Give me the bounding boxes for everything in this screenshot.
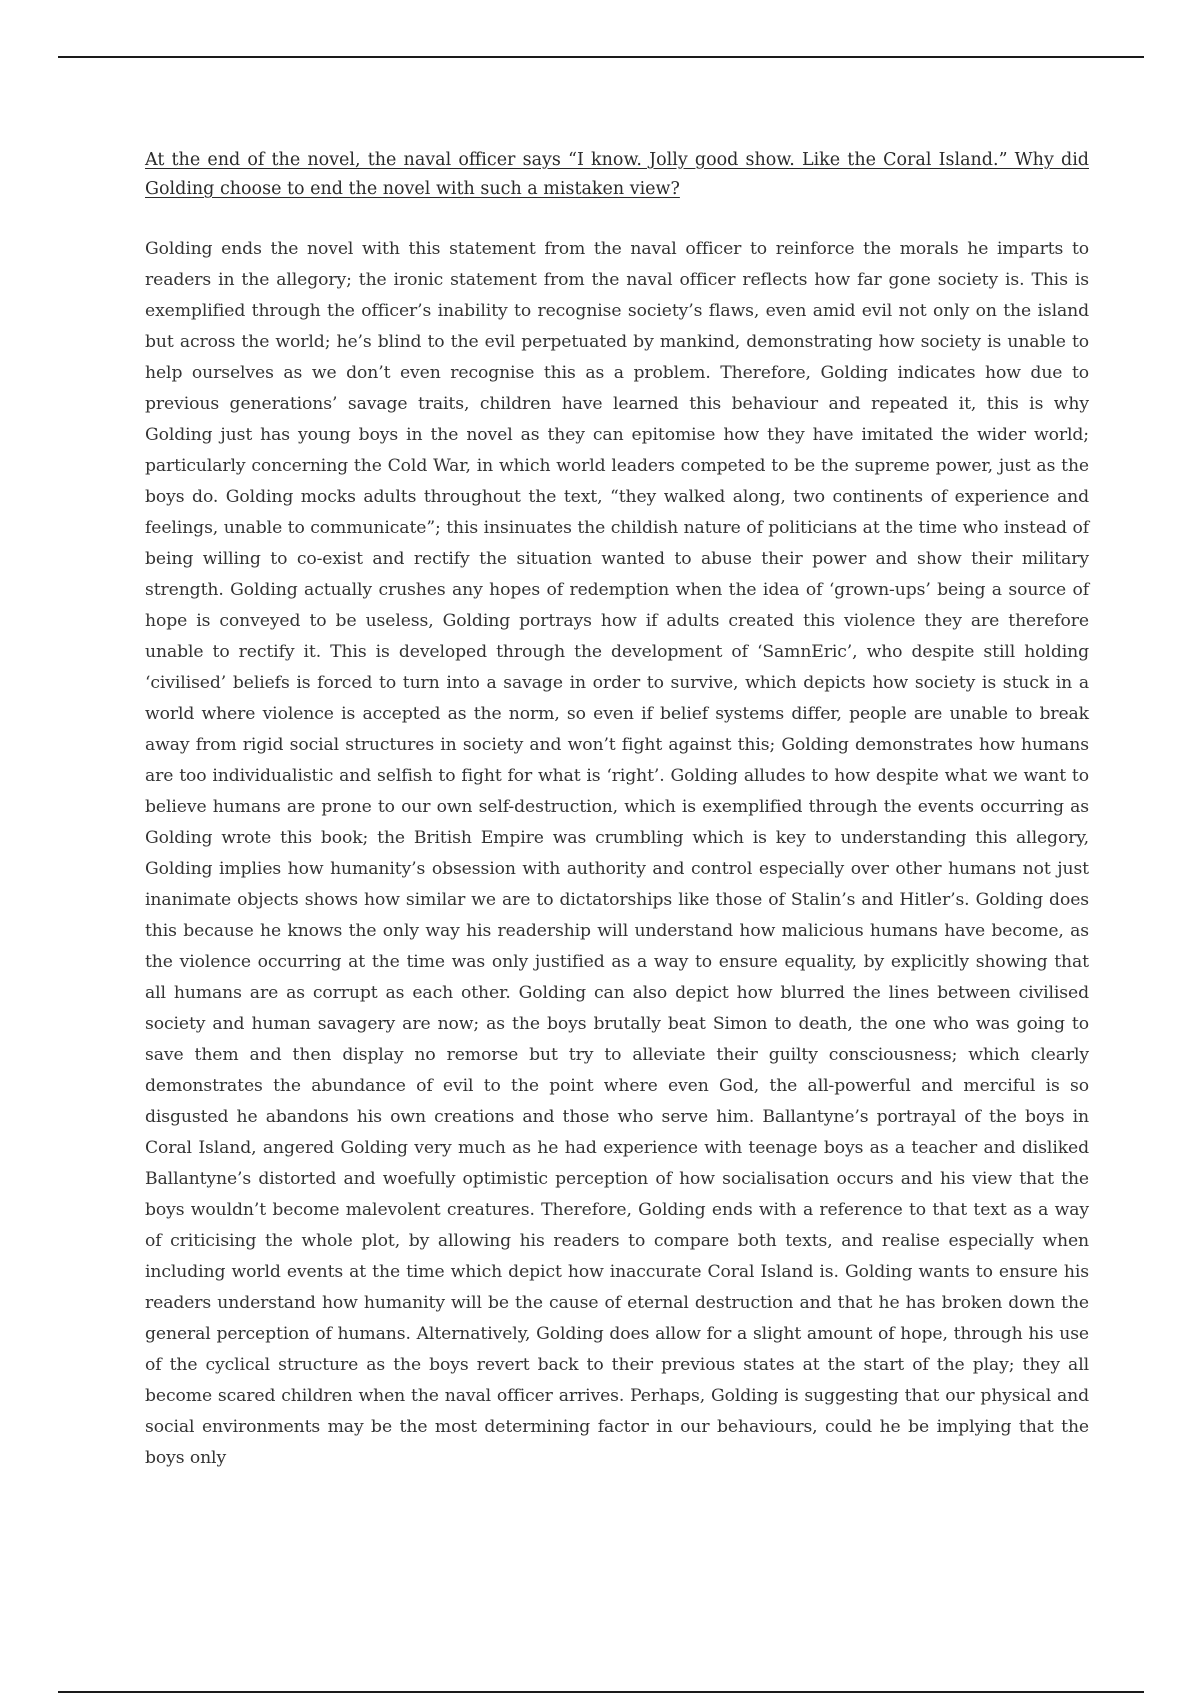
essay-question: At the end of the novel, the naval officer says “I know. Jolly good show. Like the Coral Island.” Why did Golding choose to end the novel with such a mistaken view?	[145, 150, 1089, 199]
bottom-rule	[58, 1691, 1144, 1693]
top-rule	[58, 56, 1144, 58]
document-body	[145, 146, 1089, 1474]
essay-paragraph: Golding ends the novel with this statement from the naval officer to reinforce the morals he imparts to readers in the allegory; the ironic statement from the naval officer reflects how far gone society is. This is exemplified through the officer’s inability to recognise society’s flaws, even amid evil not only on the island but across the world; he’s blind to the evil perpetuated by mankind, demonstrating how society is unable to help ourselves as we don’t even recognise this as a problem. Therefore, Golding indicates how due to previous generations’ savage traits, children have learned this behaviour and repeated it, this is why Golding just has young boys in the novel as they can epitomise how they have imitated the wider world; particularly concerning the Cold War, in which world leaders competed to be the supreme power, just as the boys do. Golding mocks adults throughout the text, “they walked along, two continents of experience and feelings, unable to communicate”; this insinuates the childish nature of politicians at the time who instead of being willing to co-exist and rectify the situation wanted to abuse their power and show their military strength. Golding actually crushes any hopes of redemption when the idea of ‘grown-ups’ being a source of hope is conveyed to be useless, Golding portrays how if adults created this violence they are therefore unable to rectify it. This is developed through the development of ‘SamnEric’, who despite still holding ‘civilised’ beliefs is forced to turn into a savage in order to survive, which depicts how society is stuck in a world where violence is accepted as the norm, so even if belief systems differ, people are unable to break away from rigid social structures in society and won’t fight against this; Golding demonstrates how humans are too individualistic and selfish to fight for what is ‘right’. Golding alludes to how despite what we want to believe humans are prone to our own self-destruction, which is exemplified through the events occurring as Golding wrote this book; the British Empire was crumbling which is key to understanding this allegory, Golding implies how humanity’s obsession with authority and control especially over other humans not just inanimate objects shows how similar we are to dictatorships like those of Stalin’s and Hitler’s. Golding does this because he knows the only way his readership will understand how malicious humans have become, as the violence occurring at the time was only justified as a way to ensure equality, by explicitly showing that all humans are as corrupt as each other. Golding can also depict how blurred the lines between civilised society and human savagery are now; as the boys brutally beat Simon to death, the one who was going to save them and then display no remorse but try to alleviate their guilty consciousness; which clearly demonstrates the abundance of evil to the point where even God, the all-powerful and merciful is so disgusted he abandons his own creations and those who serve him. Ballantyne’s portrayal of the boys in Coral Island, angered Golding very much as he had experience with teenage boys as a teacher and disliked Ballantyne’s distorted and woefully optimistic perception of how socialisation occurs and his view that the boys wouldn’t become malevolent creatures. Therefore, Golding ends with a reference to that text as a way of criticising the whole plot, by allowing his readers to compare both texts, and realise especially when including world events at the time which depict how inaccurate Coral Island is. Golding wants to ensure his readers understand how humanity will be the cause of eternal destruction and that he has broken down the general perception of humans. Alternatively, Golding does allow for a slight amount of hope, through his use of the cyclical structure as the boys revert back to their previous states at the start of the play; they all become scared children when the naval officer arrives. Perhaps, Golding is suggesting that our physical and social environments may be the most determining factor in our behaviours, could he be implying that the boys only	[145, 239, 1089, 1468]
